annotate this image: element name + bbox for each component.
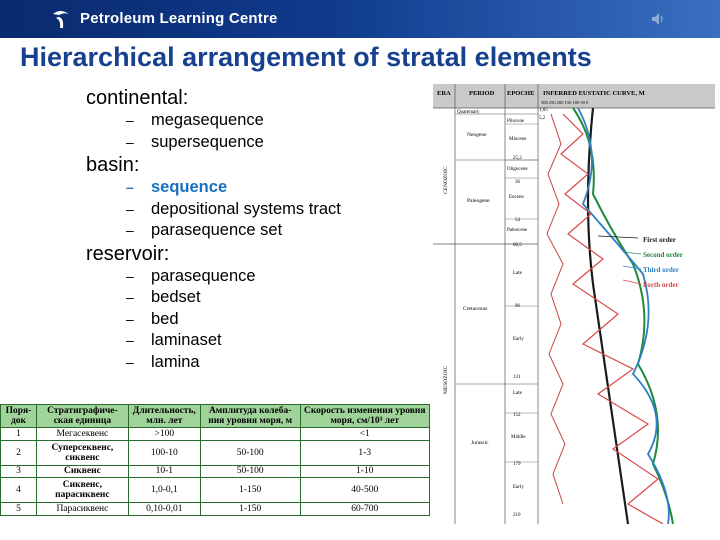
table-header: Амплитуда колеба-ния уровня моря, м <box>200 405 300 428</box>
outline-item: – supersequence <box>126 132 264 151</box>
age-label: 179 <box>513 462 521 467</box>
brand-name: Petroleum Learning Centre <box>80 10 278 27</box>
legend-item: First order <box>643 236 676 244</box>
outline-item: – laminaset <box>126 331 222 349</box>
age-label: 210 <box>513 513 521 518</box>
outline-item: – parasequence set <box>126 221 283 239</box>
outline-item: – parasequence <box>126 266 256 285</box>
outline-item: – depositional systems tract <box>126 199 341 218</box>
epoch-label: Early <box>513 337 524 342</box>
epoch-label: Late <box>513 271 522 276</box>
period-label: Neogene <box>467 132 487 138</box>
speaker-icon[interactable] <box>650 11 666 27</box>
table-row: 3 Сиквенс 10-1 50-100 1-10 <box>1 465 430 478</box>
table-header: Скорость изменения уровня моря, см/10³ лет <box>300 405 430 428</box>
outline-item: – lamina <box>126 352 200 371</box>
short-term-curve <box>547 114 565 504</box>
period-header: PERIOD <box>469 90 495 97</box>
outline-item: – bedset <box>126 288 201 306</box>
table-row: 5 Парасиквенс 0,10-0,01 1-150 60-700 <box>1 503 430 516</box>
epoch-label: Middle <box>511 435 526 440</box>
table-header: Поря-док <box>1 405 37 428</box>
table-row: 2 Суперсеквенс, сиквенс 100-10 50-100 1-3 <box>1 440 430 465</box>
outline-item: – bed <box>126 309 179 328</box>
legend-item: Forth order <box>643 281 679 289</box>
outline-group-label: basin: <box>86 154 140 176</box>
table-row: 4 Сиквенс, парасиквенс 1,0-0,1 1-150 40-500 <box>1 478 430 503</box>
legend-item: Second order <box>643 251 683 259</box>
hierarchy-outline <box>86 86 386 373</box>
epoch-label: Pliocene <box>507 119 525 124</box>
age-label: 1,65 <box>539 108 548 113</box>
age-label: 66,5 <box>513 243 522 248</box>
header-bar <box>0 0 720 38</box>
epoch-header: EPOCHE <box>507 90 535 97</box>
period-label: Quaternary <box>457 110 480 115</box>
eustatic-curve-figure <box>433 84 715 524</box>
era-label: CENOZOIC <box>443 166 449 194</box>
age-label: 54 <box>515 218 520 223</box>
third-order-curve <box>578 108 669 524</box>
epoch-label: Miocene <box>509 137 527 142</box>
curve-header: INFERRED EUSTATIC CURVE, M <box>543 90 645 97</box>
table-header: Стратиграфиче-ская единица <box>36 405 128 428</box>
era-header: ERA <box>437 90 451 97</box>
slide-title: Hierarchical arrangement of stratal elements <box>20 42 592 72</box>
era-label: MESOZOIC <box>443 365 449 394</box>
stratigraphic-units-table <box>0 404 430 516</box>
table-header: Длительность, млн. лет <box>128 405 200 428</box>
table-row: 1 Мегасеквенс >100 <1 <box>1 428 430 441</box>
epoch-label: Early <box>513 485 524 490</box>
outline-item: – megasequence <box>126 111 264 129</box>
age-label: 25,2 <box>513 156 522 161</box>
epoch-label: Late <box>513 391 522 396</box>
scale-ticks: 300 250 200 150 100 50 0 <box>541 100 589 105</box>
period-label: Paleogene <box>467 198 490 204</box>
age-label: 152 <box>513 413 521 418</box>
outline-group-label: continental: <box>86 87 189 109</box>
outline-item-highlighted: – sequence <box>126 178 228 196</box>
age-label: 36 <box>515 180 520 185</box>
legend-item: Third order <box>643 266 679 274</box>
epoch-label: Eocene <box>509 195 524 200</box>
age-label: 96 <box>515 304 520 309</box>
period-label: Jurassic <box>471 440 489 446</box>
petroleum-logo-icon <box>50 8 72 30</box>
period-label: Cretaceous <box>463 306 488 312</box>
age-label: 5,2 <box>539 116 546 121</box>
epoch-label: Oligocene <box>507 167 528 172</box>
age-label: 131 <box>513 375 521 380</box>
epoch-label: Paleocene <box>507 228 528 233</box>
curve-legend <box>598 236 683 289</box>
outline-group-label: reservoir: <box>86 242 170 265</box>
